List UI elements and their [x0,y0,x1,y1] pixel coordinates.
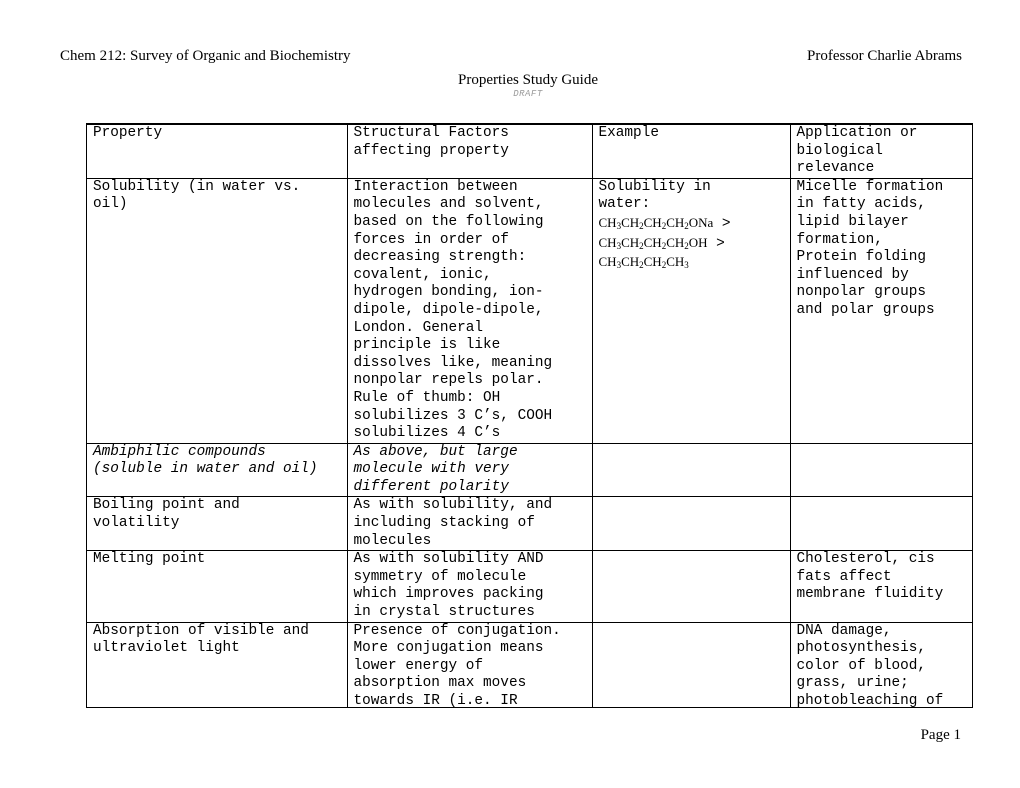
page-number: Page 1 [920,727,961,743]
table-row [87,178,972,443]
column-header-example: Example [592,125,790,178]
table-row [87,551,972,622]
property-cell: Melting point [87,551,347,622]
application-cell [790,443,972,497]
draft-watermark: DRAFT [513,89,543,99]
application-cell: DNA damage, photosynthesis, color of blood, grass, urine; photobleaching of [790,622,972,708]
example-intro: Solubility in water: [598,178,711,213]
document-title: Properties Study Guide [458,72,598,88]
table-row [87,443,972,497]
table-row [87,497,972,551]
course-title: Chem 212: Survey of Organic and Biochemistry [60,48,351,64]
professor-name: Professor Charlie Abrams [807,48,962,64]
property-cell: Absorption of visible and ultraviolet light [87,622,347,708]
factors-cell: As above, but large molecule with very different polarity [347,443,592,497]
table-row [87,622,972,708]
property-cell: Boiling point and volatility [87,497,347,551]
application-cell: Micelle formation in fatty acids, lipid bilayer formation, Protein folding influenced by nonpolar groups and polar groups [790,178,972,443]
factors-cell: Interaction between molecules and solvent, based on the following forces in order of decreasing strength: covalent, ionic, hydrogen bonding, ion- dipole, dipole-dipole, London. General principle is like dissolves like, meaning nonpolar repels polar. Rule of thumb: OH solubilizes 3 C’s, COOH solubilizes 4 C’s [347,178,592,443]
example-cell [592,622,790,708]
factors-cell: As with solubility AND symmetry of molecule which improves packing in crystal structures [347,551,592,622]
example-cell [592,443,790,497]
application-cell: Cholesterol, cis fats affect membrane fluidity [790,551,972,622]
property-cell: Solubility (in water vs. oil) [87,178,347,443]
factors-cell: As with solubility, and including stacking of molecules [347,497,592,551]
application-cell [790,497,972,551]
factors-cell: Presence of conjugation. More conjugation means lower energy of absorption max moves towards IR (i.e. IR [347,622,592,708]
example-cell [592,178,790,443]
formula-line: $CH_3CH_2CH_2CH_2OH$ > [598,234,725,252]
table-header-row [87,125,972,178]
formula-line: $CH_3CH_2CH_2CH_3$ [598,254,689,271]
property-cell: Ambiphilic compounds (soluble in water and oil) [87,443,347,497]
example-cell [592,497,790,551]
column-header-structural-factors: Structural Factors affecting property [347,125,592,178]
formula-line: $CH_3CH_2CH_2CH_2ONa$ > [598,214,731,232]
column-header-property: Property [87,125,347,178]
column-header-application: Application or biological relevance [790,125,972,178]
properties-table [86,123,973,708]
formula-list [599,214,786,273]
example-cell [592,551,790,622]
